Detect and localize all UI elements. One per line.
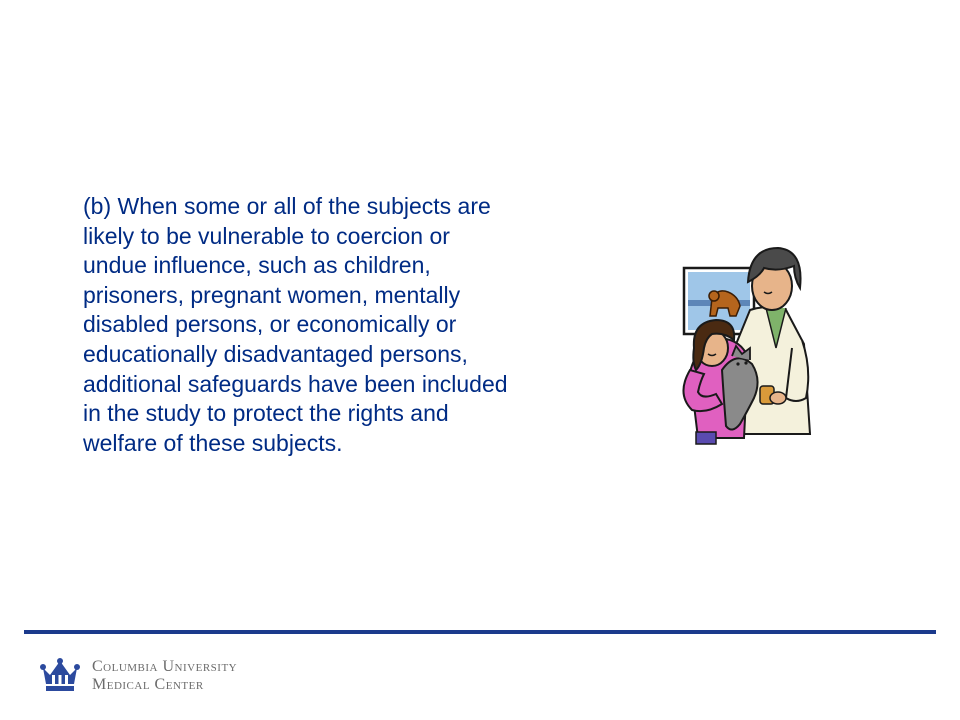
body-text-line: undue influence, such as children, xyxy=(83,252,431,279)
logo-line-1: Columbia University xyxy=(92,658,238,675)
institution-logo-text xyxy=(92,658,237,694)
logo-line-2: Medical Center xyxy=(92,676,204,693)
body-text-line: educationally disadvantaged persons, xyxy=(83,340,468,367)
body-text xyxy=(83,192,593,458)
body-text-line: additional safeguards have been included xyxy=(83,370,508,397)
footer-divider xyxy=(24,630,936,634)
body-text-line: likely to be vulnerable to coercion or xyxy=(83,222,450,249)
crown-icon xyxy=(40,658,80,692)
body-text-line: prisoners, pregnant women, mentally xyxy=(83,281,461,308)
body-text-line: welfare of these subjects. xyxy=(83,429,343,456)
body-text-line: disabled persons, or economically or xyxy=(83,311,457,338)
doctor-child-cat-illustration xyxy=(668,240,828,445)
body-text-line: (b) When some or all of the subjects are xyxy=(83,193,491,219)
body-text-line: in the study to protect the rights and xyxy=(83,400,449,427)
